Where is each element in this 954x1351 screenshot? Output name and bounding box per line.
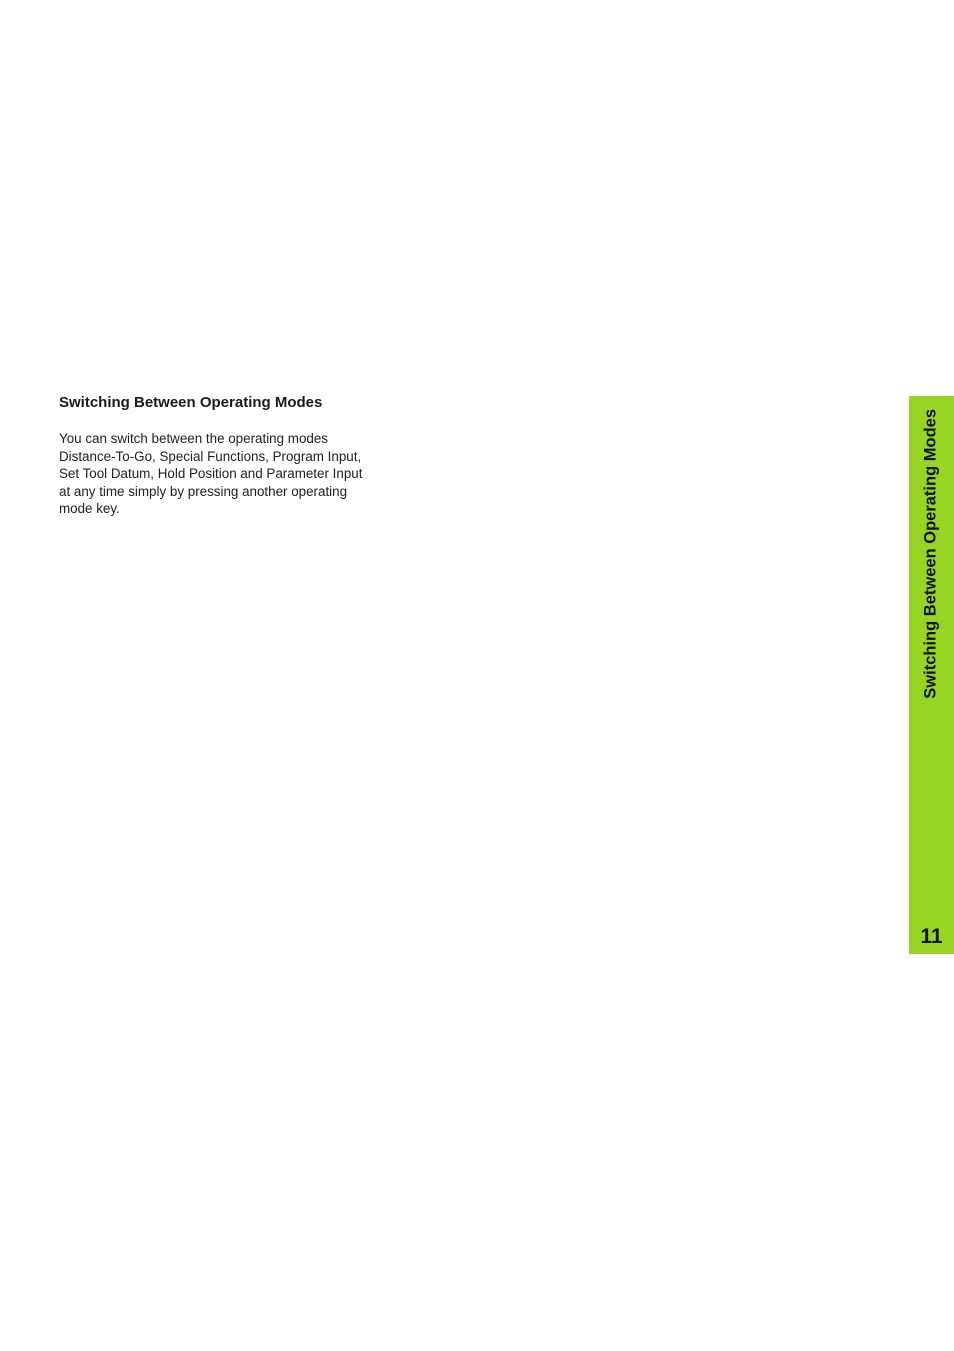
side-tab-title: Switching Between Operating Modes — [922, 409, 940, 699]
section-heading: Switching Between Operating Modes — [59, 394, 323, 411]
chapter-side-tab — [909, 396, 954, 954]
body-line: Set Tool Datum, Hold Position and Parameter Input — [59, 466, 363, 481]
page-number: 11 — [920, 925, 943, 948]
body-line: at any time simply by pressing another operating — [59, 483, 348, 499]
section-body — [59, 430, 404, 518]
body-line: You can switch between the operating modes — [59, 431, 328, 446]
body-line: mode key. — [59, 501, 120, 516]
body-line: Distance-To-Go, Special Functions, Program Input, — [59, 448, 362, 464]
